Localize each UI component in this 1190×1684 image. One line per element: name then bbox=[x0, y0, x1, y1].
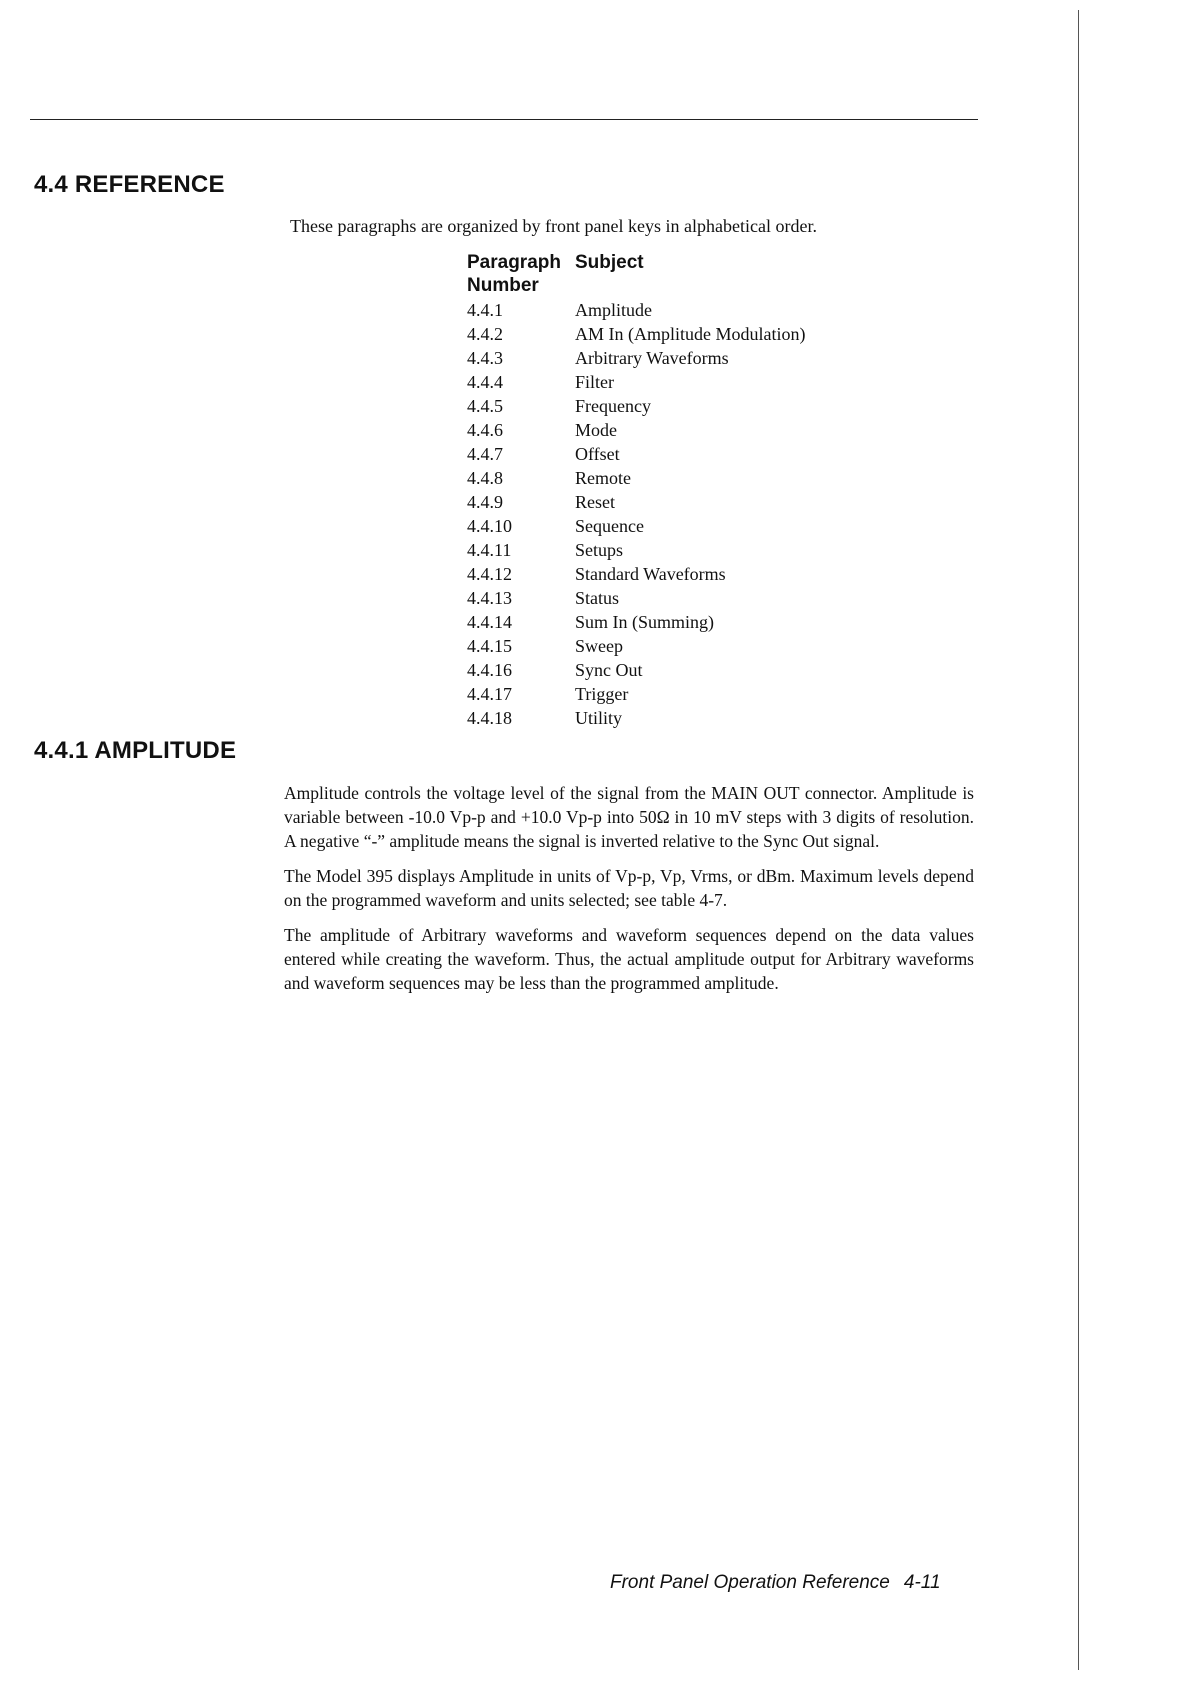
column-header-number: Paragraph Number bbox=[467, 252, 561, 296]
subject-cell: Setups bbox=[575, 540, 624, 560]
paragraph-number-cell: 4.4.9 bbox=[467, 492, 503, 512]
subject-cell: Frequency bbox=[575, 396, 651, 416]
table-row bbox=[467, 562, 805, 586]
page-number: 4-11 bbox=[903, 1572, 941, 1593]
paragraph-number-cell: 4.4.6 bbox=[467, 420, 503, 440]
paragraph-number-cell: 4.4.14 bbox=[467, 612, 512, 632]
subsection-body bbox=[284, 781, 974, 1006]
subject-cell: Arbitrary Waveforms bbox=[575, 348, 729, 368]
subject-cell: Amplitude bbox=[575, 300, 652, 320]
table-row bbox=[467, 682, 805, 706]
paragraph-number-cell: 4.4.2 bbox=[467, 324, 503, 344]
section-heading: 4.4 REFERENCE bbox=[34, 171, 225, 198]
subject-cell: Remote bbox=[575, 468, 631, 488]
table-row bbox=[467, 706, 805, 730]
table-row bbox=[467, 442, 805, 466]
subject-cell: AM In (Amplitude Modulation) bbox=[575, 324, 806, 344]
table-row bbox=[467, 514, 805, 538]
table-row bbox=[467, 298, 805, 322]
subsection-heading: 4.4.1 AMPLITUDE bbox=[34, 737, 237, 764]
paragraph-number-cell: 4.4.16 bbox=[467, 660, 512, 680]
paragraph-number-cell: 4.4.17 bbox=[467, 684, 512, 704]
table-row bbox=[467, 394, 805, 418]
section-intro: These paragraphs are organized by front panel keys in alphabetical order. bbox=[290, 216, 817, 236]
subject-cell: Sequence bbox=[575, 516, 644, 536]
subject-cell: Sweep bbox=[575, 636, 623, 656]
page-edge-line bbox=[1078, 10, 1079, 1670]
paragraph-number-cell: 4.4.8 bbox=[467, 468, 503, 488]
subject-cell: Sum In (Summing) bbox=[575, 612, 715, 632]
table-row bbox=[467, 370, 805, 394]
paragraph-number-cell: 4.4.15 bbox=[467, 636, 512, 656]
paragraph-number-cell: 4.4.3 bbox=[467, 348, 503, 368]
paragraph-number-cell: 4.4.4 bbox=[467, 372, 503, 392]
subject-cell: Reset bbox=[575, 492, 615, 512]
paragraph-number-cell: 4.4.5 bbox=[467, 396, 503, 416]
table-row bbox=[467, 418, 805, 442]
table-body bbox=[467, 298, 805, 730]
table-row bbox=[467, 346, 805, 370]
subject-cell: Status bbox=[575, 588, 620, 608]
table-row bbox=[467, 466, 805, 490]
subject-cell: Mode bbox=[575, 420, 617, 440]
paragraph-number-cell: 4.4.1 bbox=[467, 300, 503, 320]
page-footer bbox=[610, 1572, 941, 1594]
table-row bbox=[467, 322, 805, 346]
subject-cell: Sync Out bbox=[575, 660, 643, 680]
table-row bbox=[467, 586, 805, 610]
subject-cell: Standard Waveforms bbox=[575, 564, 726, 584]
paragraph-number-cell: 4.4.18 bbox=[467, 708, 512, 728]
column-header-subject: Subject bbox=[575, 252, 644, 273]
table-row bbox=[467, 538, 805, 562]
subject-cell: Trigger bbox=[575, 684, 629, 704]
footer-title: Front Panel Operation Reference bbox=[610, 1572, 890, 1593]
paragraph-number-cell: 4.4.13 bbox=[467, 588, 512, 608]
subject-cell: Offset bbox=[575, 444, 620, 464]
paragraph-number-cell: 4.4.7 bbox=[467, 444, 503, 464]
table-row bbox=[467, 658, 805, 682]
body-paragraph: The amplitude of Arbitrary waveforms and waveform sequences depend on the data values entered while creating the waveform. Thus, the actual amplitude output for Arbitrary waveforms and waveform sequences may be less than the programmed amplitude. bbox=[284, 925, 974, 993]
table-row bbox=[467, 610, 805, 634]
header-rule bbox=[30, 119, 978, 120]
paragraph-number-cell: 4.4.12 bbox=[467, 564, 512, 584]
paragraph-index-table bbox=[467, 251, 805, 730]
body-paragraph: The Model 395 displays Amplitude in units of Vp-p, Vp, Vrms, or dBm. Maximum levels depend on the programmed waveform and units selected; see table 4-7. bbox=[284, 866, 974, 910]
table-row bbox=[467, 490, 805, 514]
table-header-row bbox=[467, 251, 805, 298]
table-row bbox=[467, 634, 805, 658]
paragraph-number-cell: 4.4.11 bbox=[467, 540, 512, 560]
subject-cell: Utility bbox=[575, 708, 623, 728]
paragraph-number-cell: 4.4.10 bbox=[467, 516, 512, 536]
body-paragraph: Amplitude controls the voltage level of the signal from the MAIN OUT connector. Amplitude is variable between -10.0 Vp-p and +10.0 Vp-p into 50Ω in 10 mV steps with 3 digits of resolution. A negative “-” amplitude means the signal is inverted relative to the Sync Out signal. bbox=[284, 783, 974, 851]
subject-cell: Filter bbox=[575, 372, 614, 392]
